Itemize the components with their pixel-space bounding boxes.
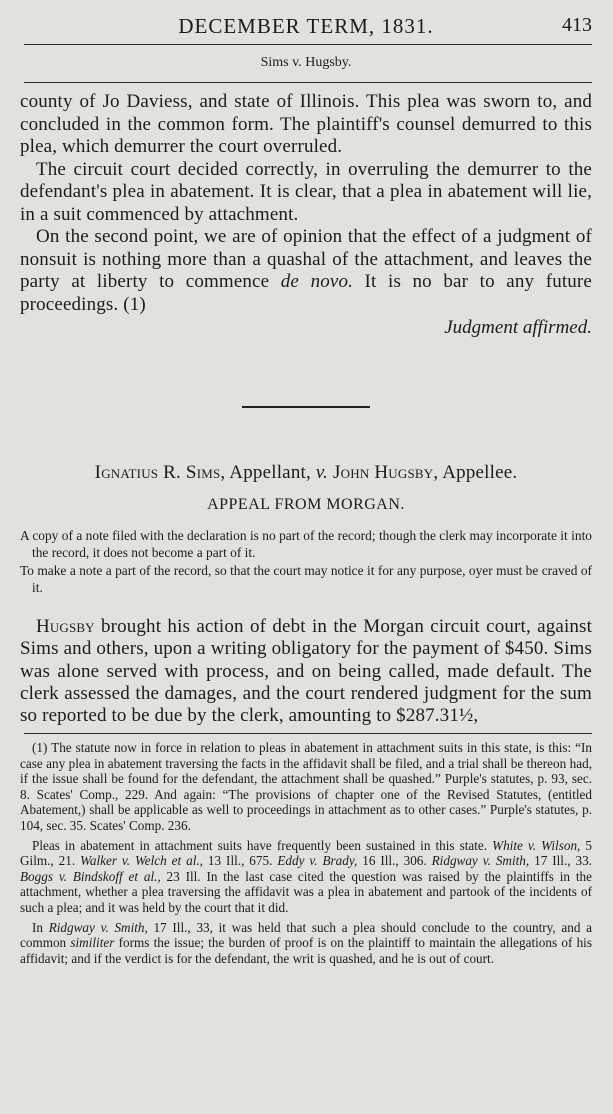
fn2-text-5: 23 Ill. In the last case cited the question was raised by the plaintiffs in the attachment, whether a plea traversing the affidavit was a plea in abatement and partook of the incidents of such a plea; and it was held by the court that it did. xyxy=(20,868,592,915)
fn2-text: Pleas in abatement in attachment suits have frequently been sustained in this state. xyxy=(32,837,493,853)
fn3-text-b: 17 Ill., 33, it was held that such a plea should conclude to the country, and a common xyxy=(20,919,592,951)
fn3-text-a: In xyxy=(32,919,49,935)
fn2-text-4: 17 Ill., 33. xyxy=(529,853,592,869)
fn3-text-c: forms the issue; the burden of proof is on the plaintiff to maintain the allegations of his affidavit; and if the verdict is for the defendant, the writ is quashed, and he is out of court. xyxy=(20,935,592,966)
running-title: DECEMBER TERM, 1831. xyxy=(178,14,434,38)
case-caption xyxy=(20,462,592,484)
page-header xyxy=(20,0,592,44)
judgment-line: Judgment affirmed. xyxy=(444,317,592,338)
syllabus-1: A copy of a note filed with the declaration is no part of the record; though the clerk may incorporate it into the record, it does not become a part of it. xyxy=(20,528,592,560)
paragraph-3-text-b: It is no bar to any future proceedings. (1) xyxy=(20,271,592,315)
footnote-2 xyxy=(20,838,592,915)
footnote-3 xyxy=(20,920,592,966)
syllabus-2: To make a note a part of the record, so that the court may notice it for any purpose, oyer must be craved of it. xyxy=(20,563,592,595)
fn3-cite-1: Ridgway v. Smith, xyxy=(48,919,148,935)
appellee-name: John Hugsby xyxy=(333,462,434,483)
prior-case-paragraph-1: county of Jo Daviess, and state of Illinois. This plea was sworn to, and concluded in the common form. The plaintiff's counsel demurred to this plea, which demurrer the court overruled. xyxy=(20,91,592,157)
versus: v. xyxy=(315,462,329,483)
header-rule-lower xyxy=(24,82,592,83)
fn2-text-1: 5 Gilm., 21. xyxy=(20,837,592,869)
appellee-role: , Appellee. xyxy=(433,462,518,483)
opening-text: brought his action of debt in the Morgan circuit court, against Sims and others, upon a writing obligatory for the payment of $450. Sims was alone served with process, and on being called, made default. The clerk assessed the damages, and the court rendered judgment for the sum so reported to be due by the clerk, amounting to $287.31½, xyxy=(20,616,592,727)
appeal-heading: APPEAL FROM MORGAN. xyxy=(207,496,405,513)
appellant-role: , Appellant, xyxy=(220,462,316,483)
fn2-cite-5: Boggs v. Bindskoff et al., xyxy=(20,868,161,884)
fn3-similiter: similiter xyxy=(70,935,115,951)
page-number: 413 xyxy=(562,14,592,36)
footnote-rule xyxy=(24,733,592,734)
opinion-opening xyxy=(20,616,592,727)
fn2-text-2: 13 Ill., 675. xyxy=(202,853,278,869)
fn2-cite-1: White v. Wilson, xyxy=(492,837,581,853)
fn2-cite-4: Ridgway v. Smith, xyxy=(431,853,530,869)
book-page xyxy=(20,0,592,966)
fn2-cite-2: Walker v. Welch et al., xyxy=(80,853,203,869)
paragraph-3-text-a: On the second point, we are of opinion that the effect of a judgment of nonsuit is nothing more than a quashal of the attachment, and leaves the party at liberty to commence xyxy=(20,226,592,292)
de-novo-phrase: de novo. xyxy=(280,271,353,292)
prior-case-paragraph-3 xyxy=(20,226,592,316)
section-divider xyxy=(242,406,370,408)
appellant-name: Ignatius R. Sims xyxy=(94,462,221,483)
opening-name: Hugsby xyxy=(36,616,95,637)
fn2-cite-3: Eddy v. Brady, xyxy=(277,853,358,869)
case-short-title: Sims v. Hugsby. xyxy=(260,55,352,70)
footnote-1: (1) The statute now in force in relation to pleas in abatement in attachment suits in this state, is this: “In case any plea in abatement traversing the facts in the affidavit shall be filed, and a trial shall be thereon had, if the issue shall be found for the defendant, the attachment shall be quashed.” Purple's statutes, p. 93, sec. 8. Scates' Comp., 229. And again: “The provisions of chapter one of the Revised Statutes, (entitled Abatement,) shall be applicable as well to proceedings in attachment as to other cases.” Purple's statutes, p. 104, sec. 35. Scates' Comp. 236. xyxy=(20,740,592,833)
fn2-text-3: 16 Ill., 306. xyxy=(357,853,432,869)
prior-case-paragraph-2: The circuit court decided correctly, in overruling the demurrer to the defendant's plea in abatement. It is clear, that a plea in abatement will lie, in a suit commenced by attachment. xyxy=(20,158,592,225)
